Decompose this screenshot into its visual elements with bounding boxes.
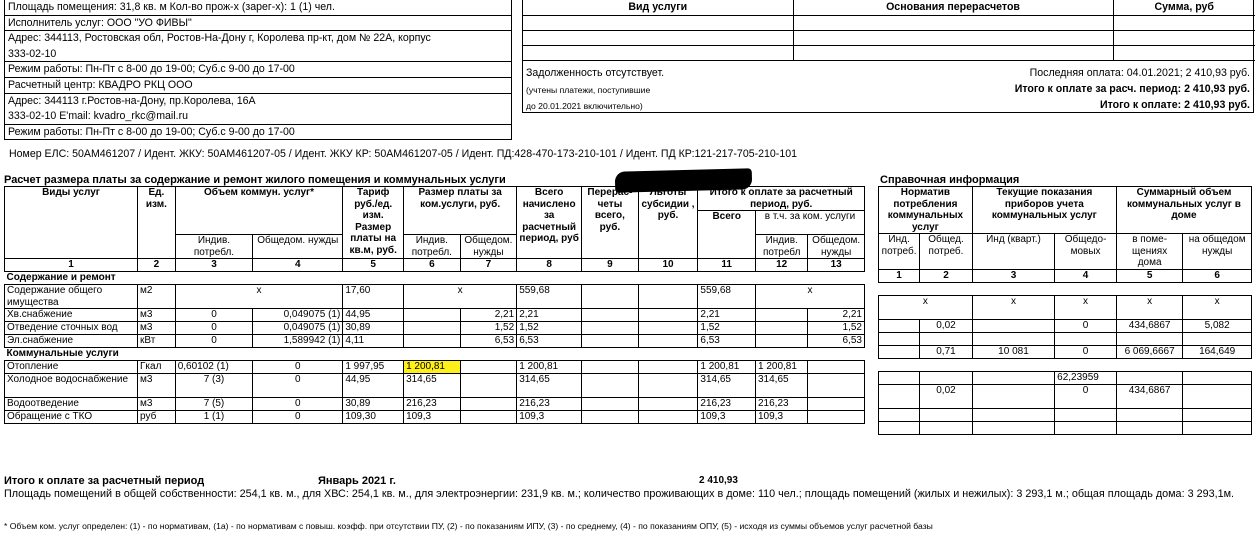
table-row (5, 309, 865, 322)
row-service-name: Холодное водоснабжение (5, 374, 138, 398)
total-pay-summary: Итого к оплате: 2 410,93 руб. (1100, 99, 1250, 111)
row-total: 314,65 (517, 374, 582, 398)
ref-num: 5 (1116, 269, 1182, 282)
last-payment: Последняя оплата: 04.01.2021; 2 410,93 руб. (1029, 67, 1250, 79)
payments-note-1: (учтены платежи, поступившие (526, 85, 651, 95)
col-num: 5 (343, 259, 404, 272)
row-vol-indiv: 0 (175, 335, 253, 348)
ref-needs: x (1183, 295, 1252, 319)
col-num: 3 (175, 259, 253, 272)
charges-table (4, 186, 865, 424)
row-service-name: Эл.снабжение (5, 335, 138, 348)
row-pay-indiv: 109,3 (756, 411, 808, 424)
ref-col-ind-q: Инд (кварт.) (972, 234, 1054, 270)
row-service-name: Хв.снабжение (5, 309, 138, 322)
table-row (5, 285, 865, 309)
ref-col-ind: Инд. потреб. (879, 234, 920, 270)
info-area-line: Площадь помещения: 31,8 кв. м Кол-во прож-х (зарег-х): 1 (1) чел. (5, 0, 511, 16)
col-num: 12 (756, 259, 808, 272)
payments-note-2: до 20.01.2021 включительно) (526, 101, 643, 111)
col-volume: Объем коммун. услуг* (175, 187, 343, 235)
row-tariff: 30,89 (343, 398, 404, 411)
ref-num: 2 (920, 269, 973, 282)
debt-status: Задолженность отсутствует. (526, 67, 665, 79)
row-tariff: 4,11 (343, 335, 404, 348)
grand-total-period: Январь 2021 г. (318, 475, 396, 487)
ref-rooms: 6 069,6667 (1116, 345, 1182, 358)
info-executor-hours: Режим работы: Пн-Пт с 8-00 до 19-00; Суб.с 9-00 до 17-00 (5, 62, 511, 78)
col-num: 10 (638, 259, 698, 272)
row-vol-indiv: 0 (175, 309, 253, 322)
row-vol-common: 0 (253, 398, 343, 411)
col-tariff: Тариф руб./ед. изм. Размер платы на кв.м, руб. (343, 187, 404, 259)
row-pay-indiv: 314,65 (756, 374, 808, 398)
ref-row (879, 371, 1252, 384)
col-num: 2 (138, 259, 176, 272)
col-total: Всего начислено за расчетный период, руб (517, 187, 582, 259)
ref-rooms: 434,6867 (1116, 384, 1182, 408)
row-service-name: Отопление (5, 361, 138, 374)
row-vol-indiv: 7 (5) (175, 398, 253, 411)
ref-col-in-rooms: в поме-щениях дома (1116, 234, 1182, 270)
col-service: Виды услуг (5, 187, 138, 259)
ref-common-q: x (1055, 295, 1117, 319)
ref-row (879, 319, 1252, 332)
row-size-common: 6,53 (460, 335, 517, 348)
ref-needs: 164,649 (1183, 345, 1252, 358)
row-total: 2,21 (517, 309, 582, 322)
row-total: 1 200,81 (517, 361, 582, 374)
col-num: 4 (253, 259, 343, 272)
col-benefits: Льготы субсидии , руб. (638, 187, 698, 259)
ref-num: 3 (972, 269, 1054, 282)
recalc-header-service: Вид услуги (523, 0, 793, 15)
col-size: Размер платы за ком.услуги, руб. (404, 187, 517, 235)
row-total: 559,68 (517, 285, 582, 309)
row-tariff: 44,95 (343, 309, 404, 322)
row-tariff: 17,60 (343, 285, 404, 309)
col-pay-common: Общедом. нужды (808, 235, 865, 259)
row-volume: x (175, 285, 343, 309)
col-num: 7 (460, 259, 517, 272)
row-service-name: Обращение с ТКО (5, 411, 138, 424)
ref-row (879, 421, 1252, 434)
ref-common-q: 0 (1055, 384, 1117, 408)
ref-common-q: 0 (1055, 319, 1117, 332)
row-pay: 1,52 (698, 322, 756, 335)
recalc-header-sum: Сумма, руб (1113, 0, 1255, 15)
ref-common-q: 62,23959 (1055, 371, 1117, 384)
ref-num: 1 (879, 269, 920, 282)
row-total: 216,23 (517, 398, 582, 411)
recalculation-block (522, 0, 1254, 113)
row-unit: Гкал (138, 361, 176, 374)
row-service-name: Отведение сточных вод (5, 322, 138, 335)
col-num: 13 (808, 259, 865, 272)
row-vol-common: 0,049075 (1) (253, 309, 343, 322)
row-size-indiv-highlighted: 1 200,81 (404, 361, 461, 374)
ref-col-common: Общед. потреб. (920, 234, 973, 270)
row-vol-indiv: 7 (3) (175, 374, 253, 398)
col-num: 8 (517, 259, 582, 272)
ref-ind-q: x (972, 295, 1054, 319)
total-period-summary: Итого к оплате за расч. период: 2 410,93 руб. (1014, 83, 1250, 95)
ref-row (879, 332, 1252, 345)
col-unit: Ед. изм. (138, 187, 176, 259)
recalc-header-basis: Основания перерасчетов (793, 0, 1113, 15)
row-pay: 6,53 (698, 335, 756, 348)
row-unit: м3 (138, 398, 176, 411)
row-pay: 559,68 (698, 285, 756, 309)
table-row (5, 361, 865, 374)
ref-number-row (879, 269, 1252, 282)
row-pay-common: 2,21 (808, 309, 865, 322)
col-recalc: Перерас-четы всего, руб. (582, 187, 639, 259)
row-pay-common: 6,53 (808, 335, 865, 348)
col-num: 9 (582, 259, 639, 272)
ref-needs: 5,082 (1183, 319, 1252, 332)
row-pay: 314,65 (698, 374, 756, 398)
ref-row (879, 408, 1252, 421)
row-vol-common: 1,589942 (1) (253, 335, 343, 348)
row-pay: 109,3 (698, 411, 756, 424)
house-area-note: Площадь помещений в общей собственности: 254,1 кв. м., для ХВС: 254,1 кв. м., для электроэнергии: 231,9 кв. м.; количество проживающих в доме: 110 чел.; площадь помещений (жилых и нежилых): 3 293,1 м.; общая площадь дома: 3 293,1м. (4, 488, 1235, 500)
row-vol-common: 0 (253, 411, 343, 424)
ref-common: 0,02 (920, 384, 973, 408)
info-executor-address: Адрес: 344113, Ростовская обл, Ростов-На-Дону г, Королева пр-кт, дом № 22А, корпус (8, 32, 431, 45)
col-num: 11 (698, 259, 756, 272)
row-tariff: 44,95 (343, 374, 404, 398)
row-service-name: Водоотведение (5, 398, 138, 411)
ref-num: 6 (1183, 269, 1252, 282)
row-pay-incl: x (756, 285, 865, 309)
section-maintenance: Содержание и ремонт (5, 272, 865, 285)
row-unit: кВт (138, 335, 176, 348)
ref-common: 0,71 (920, 345, 973, 358)
row-unit: м3 (138, 322, 176, 335)
col-pay-indiv: Индив. потребл (756, 235, 808, 259)
col-size-indiv: Индив. потребл. (404, 235, 461, 259)
col-to-pay-incl: в т.ч. за ком. услуги (756, 211, 865, 235)
reference-section-title: Справочная информация (880, 174, 1020, 186)
calc-section-title: Расчет размера платы за содержание и ремонт жилого помещения и коммунальных услуги (4, 174, 506, 186)
recalculation-table (523, 0, 1255, 61)
table-row (5, 398, 865, 411)
row-tariff: 1 997,95 (343, 361, 404, 374)
row-pay-indiv: 216,23 (756, 398, 808, 411)
row-vol-indiv: 0 (175, 322, 253, 335)
table-row (5, 411, 865, 424)
volume-footnote: * Объем ком. услуг определен: (1) - по нормативам, (1а) - по нормативам с повыш. коэфф. при отсутствии ПУ, (2) - по показаниям ИПУ, (3) - по среднему, (4) - по показаниям ОПУ, (5) - исходя из суммы объемов услуг расчетной базы (4, 521, 933, 531)
col-num: 1 (5, 259, 138, 272)
row-pay-indiv: 1 200,81 (756, 361, 808, 374)
ref-rooms: x (1116, 295, 1182, 319)
ref-rooms: 434,6867 (1116, 319, 1182, 332)
row-vol-indiv: 0,60102 (1) (175, 361, 253, 374)
row-unit: м3 (138, 374, 176, 398)
ref-ind-q: 10 081 (972, 345, 1054, 358)
col-vol-indiv: Индив. потребл. (175, 235, 253, 259)
row-service-name: Содержание общего имущества (5, 285, 138, 309)
row-pay: 1 200,81 (698, 361, 756, 374)
ref-row (879, 345, 1252, 358)
table-row (5, 335, 865, 348)
col-to-pay-all: Всего (698, 211, 756, 259)
col-vol-common: Общедом. нужды (253, 235, 343, 259)
col-size-common: Общедом. нужды (460, 235, 517, 259)
row-vol-common: 0 (253, 361, 343, 374)
row-vol-common: 0,049075 (1) (253, 322, 343, 335)
ref-num: 4 (1055, 269, 1117, 282)
grand-total-sum: 2 410,93 (699, 475, 738, 486)
row-vol-common: 0 (253, 374, 343, 398)
ref-col-current: Текущие показания приборов учета коммунальных услуг (972, 187, 1116, 234)
ref-col-norm: Норматив потребления коммунальных услуг (879, 187, 973, 234)
info-executor-line: Исполнитель услуг: ООО "УО ФИВЫ" (5, 16, 511, 32)
info-center-address: Адрес: 344113 г.Ростов-на-Дону, пр.Королева, 16А (8, 94, 256, 107)
ref-ind: x (879, 295, 973, 319)
row-size-indiv: 216,23 (404, 398, 461, 411)
column-number-row (5, 259, 865, 272)
row-size-indiv: 314,65 (404, 374, 461, 398)
row-total: 6,53 (517, 335, 582, 348)
row-pay: 216,23 (698, 398, 756, 411)
row-size-common: 2,21 (460, 309, 517, 322)
ref-row (879, 295, 1252, 319)
row-pay: 2,21 (698, 309, 756, 322)
table-row (5, 374, 865, 398)
row-vol-indiv: 1 (1) (175, 411, 253, 424)
col-to-pay: Итого к оплате за расчетный период, руб. (698, 187, 865, 211)
row-total: 109,3 (517, 411, 582, 424)
info-executor-phone: 333-02-10 (5, 47, 511, 63)
col-num: 6 (404, 259, 461, 272)
ref-col-common-q: Общедо-мовых (1055, 234, 1117, 270)
table-row (5, 322, 865, 335)
ref-col-common-needs: на общедом нужды (1183, 234, 1252, 270)
row-pay-common: 1,52 (808, 322, 865, 335)
provider-info-block (4, 0, 512, 140)
reference-table (878, 186, 1252, 435)
ref-common: 0,02 (920, 319, 973, 332)
ref-col-total-volume: Суммарный объем коммунальных услуг в доме (1116, 187, 1251, 234)
row-tariff: 30,89 (343, 322, 404, 335)
row-total: 1,52 (517, 322, 582, 335)
ref-common-q: 0 (1055, 345, 1117, 358)
row-unit: руб (138, 411, 176, 424)
row-unit: м3 (138, 309, 176, 322)
grand-total-label: Итого к оплате за расчетный период (4, 475, 205, 487)
row-unit: м2 (138, 285, 176, 309)
account-identifiers: Номер ЕЛС: 50АМ461207 / Идент. ЖКУ: 50АМ461207-05 / Идент. ЖКУ КР: 50АМ461207-05 / Идент. ПД:428-470-173-210-101 / Идент. ПД КР:121-217-705-210-101 (9, 148, 798, 160)
section-utilities: Коммунальные услуги (5, 348, 865, 361)
row-tariff: 109,30 (343, 411, 404, 424)
info-center-line: Расчетный центр: КВАДРО РКЦ ООО (5, 78, 511, 94)
ref-row (879, 384, 1252, 408)
info-center-contacts: 333-02-10 E'mail: kvadro_rkc@mail.ru (5, 109, 511, 125)
row-size: x (404, 285, 517, 309)
row-size-common: 1,52 (460, 322, 517, 335)
row-size-indiv: 109,3 (404, 411, 461, 424)
info-center-hours: Режим работы: Пн-Пт с 8-00 до 19-00; Суб.с 9-00 до 17-00 (5, 125, 511, 141)
